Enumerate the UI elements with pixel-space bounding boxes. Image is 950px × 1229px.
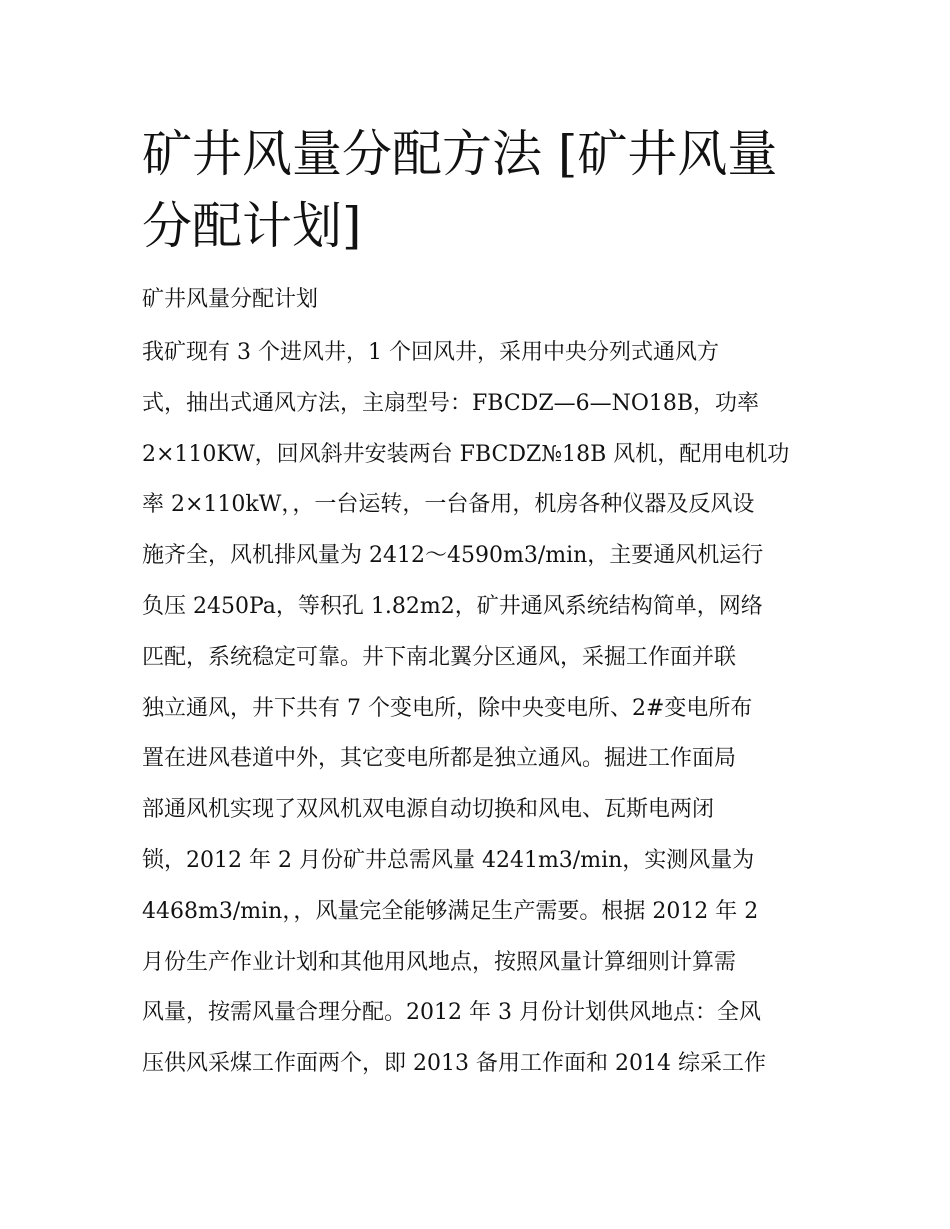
title-line: 分配计划] — [142, 197, 362, 255]
body-line: 匹配，系统稳定可靠。井下南北翼分区通风，采掘工作面并联 — [142, 644, 737, 670]
body-line: 风量，按需风量合理分配。2012 年 3 月份计划供风地点：全风 — [142, 1000, 761, 1026]
document-subtitle: 矿井风量分配计划 — [142, 287, 319, 312]
body-line: 月份生产作业计划和其他用风地点，按照风量计算细则计算需 — [142, 949, 737, 975]
body-line: 率 2×110kW，，一台运转，一台备用，机房各种仪器及反风设 — [142, 492, 755, 518]
body-line: 式，抽出式通风方法，主扇型号：FBCDZ—6—NO18B，功率 — [142, 390, 760, 416]
body-line: 4468m3/min，，风量完全能够满足生产需要。根据 2012 年 2 — [142, 898, 759, 924]
body-line: 部通风机实现了双风机双电源自动切换和风电、瓦斯电两闭 — [142, 797, 715, 823]
body-line: 我矿现有 3 个进风井，1 个回风井，采用中央分列式通风方 — [142, 340, 719, 365]
body-line: 施齐全，风机排风量为 2412～4590m3/min，主要通风机运行 — [142, 543, 764, 569]
body-line: 锁，2012 年 2 月份矿井总需风量 4241m3/min，实测风量为 — [142, 847, 755, 873]
body-line: 独立通风，井下共有 7 个变电所，除中央变电所、2#变电所布 — [142, 695, 753, 721]
document-title — [142, 118, 792, 262]
body-line: 负压 2450Pa，等积孔 1.82m2，矿井通风系统结构简单，网络 — [142, 593, 763, 619]
body-line: 2×110KW，回风斜井安装两台 FBCDZ№18B 风机，配用电机功 — [142, 441, 790, 467]
body-paragraph — [142, 328, 822, 1090]
title-line: 矿井风量分配方法 [矿井风量 — [142, 125, 778, 183]
body-line: 置在进风巷道中外，其它变电所都是独立通风。掘进工作面局 — [142, 746, 737, 772]
body-line: 压供风采煤工作面两个，即 2013 备用工作面和 2014 综采工作 — [142, 1051, 766, 1077]
